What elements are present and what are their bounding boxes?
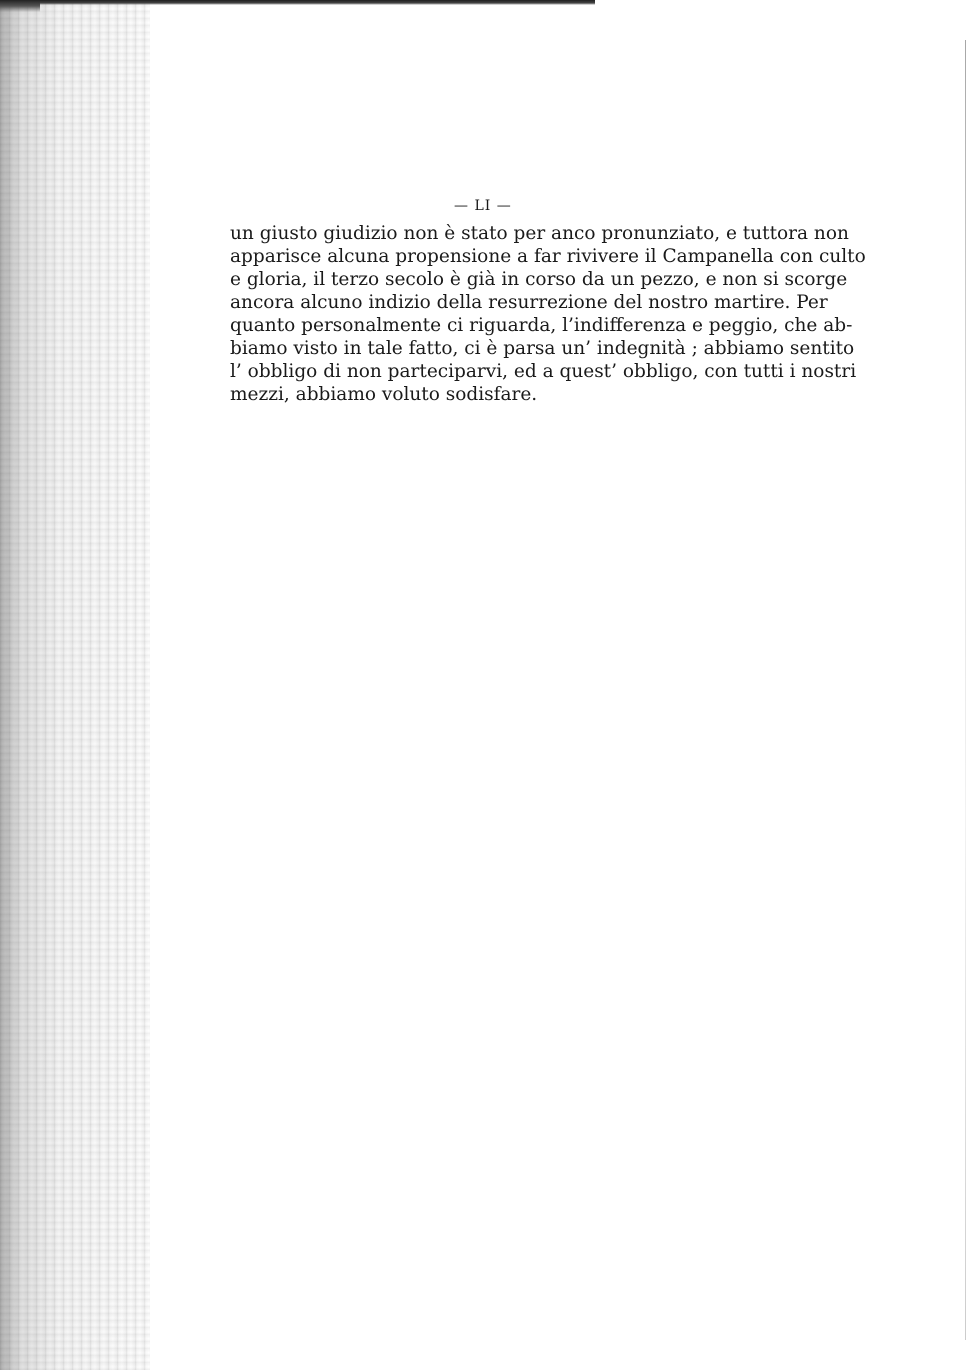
text-line: quanto personalmente ci riguarda, l’indifferenza e peggio, che ab- <box>230 315 853 336</box>
text-line: biamo visto in tale fatto, ci è parsa un’ indegnità ; abbiamo sentito <box>230 338 855 359</box>
scan-binding-edge <box>0 0 150 1370</box>
text-line: apparisce alcuna propensione a far rivivere il Campanella con culto <box>230 246 866 267</box>
text-line: un giusto giudizio non è stato per anco pronunziato, e tuttora non <box>230 223 849 244</box>
scan-right-edge <box>965 40 966 1340</box>
text-line: e gloria, il terzo secolo è già in corso da un pezzo, e non si scorge <box>230 269 848 290</box>
text-line: mezzi, abbiamo voluto sodisfare. <box>230 384 538 405</box>
page-number: — LI — <box>454 198 512 214</box>
scan-top-corner <box>0 0 40 12</box>
body-paragraph <box>230 222 866 406</box>
scan-top-edge <box>0 0 595 5</box>
text-line: l’ obbligo di non parteciparvi, ed a quest’ obbligo, con tutti i nostri <box>230 361 857 382</box>
text-line: ancora alcuno indizio della resurrezione del nostro martire. Per <box>230 292 828 313</box>
